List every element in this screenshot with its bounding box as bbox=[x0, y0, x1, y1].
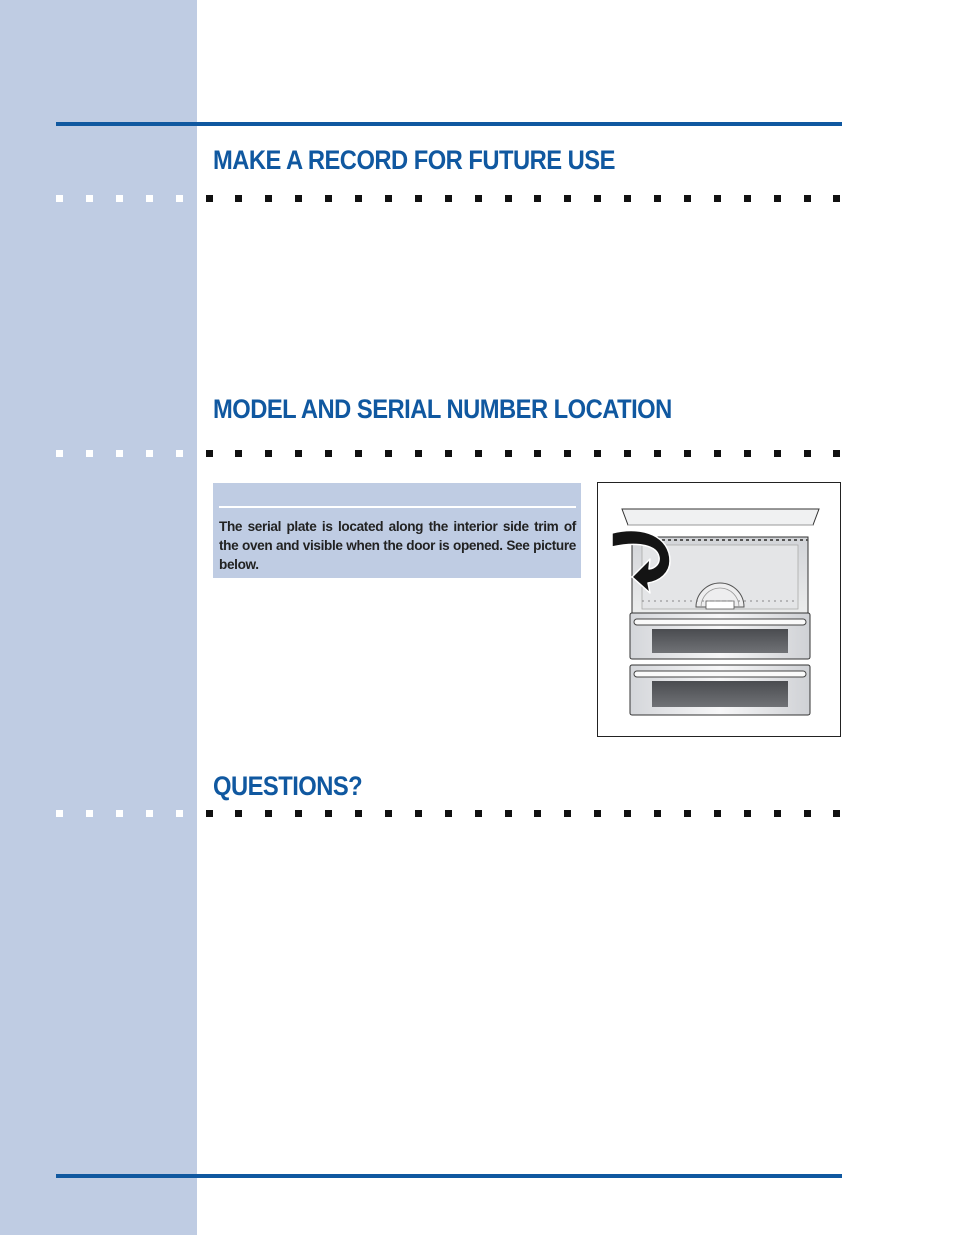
divider-dot bbox=[534, 450, 541, 457]
divider-dot bbox=[534, 810, 541, 817]
divider-dot bbox=[564, 810, 571, 817]
divider-dot bbox=[564, 450, 571, 457]
divider-dot bbox=[325, 195, 332, 202]
divider-dot bbox=[325, 450, 332, 457]
open-oven-with-arrow-illustration bbox=[598, 483, 840, 736]
divider-dot bbox=[86, 195, 93, 202]
divider-dot bbox=[475, 195, 482, 202]
dotted-divider bbox=[56, 450, 846, 458]
top-rule bbox=[56, 122, 842, 126]
divider-dot bbox=[684, 810, 691, 817]
divider-dot bbox=[624, 195, 631, 202]
divider-dot bbox=[774, 195, 781, 202]
divider-dot bbox=[206, 450, 213, 457]
sidebar-panel bbox=[0, 0, 197, 1235]
serial-plate-info-box bbox=[213, 483, 581, 578]
divider-dot bbox=[295, 195, 302, 202]
divider-dot bbox=[116, 450, 123, 457]
divider-dot bbox=[445, 810, 452, 817]
divider-dot bbox=[325, 810, 332, 817]
divider-dot bbox=[833, 195, 840, 202]
divider-dot bbox=[505, 450, 512, 457]
divider-dot bbox=[355, 450, 362, 457]
oven-illustration bbox=[597, 482, 841, 737]
dotted-divider bbox=[56, 195, 846, 203]
dotted-divider bbox=[56, 810, 846, 818]
divider-dot bbox=[505, 810, 512, 817]
divider-dot bbox=[684, 195, 691, 202]
divider-dot bbox=[774, 810, 781, 817]
divider-dot bbox=[265, 195, 272, 202]
divider-dot bbox=[385, 195, 392, 202]
divider-dot bbox=[176, 450, 183, 457]
divider-dot bbox=[176, 195, 183, 202]
divider-dot bbox=[116, 195, 123, 202]
divider-dot bbox=[415, 810, 422, 817]
divider-dot bbox=[744, 450, 751, 457]
divider-dot bbox=[594, 195, 601, 202]
divider-dot bbox=[235, 810, 242, 817]
divider-dot bbox=[146, 195, 153, 202]
divider-dot bbox=[624, 810, 631, 817]
divider-dot bbox=[56, 810, 63, 817]
divider-dot bbox=[146, 810, 153, 817]
info-box-rule bbox=[219, 506, 576, 508]
divider-dot bbox=[415, 195, 422, 202]
divider-dot bbox=[804, 810, 811, 817]
divider-dot bbox=[445, 195, 452, 202]
divider-dot bbox=[654, 810, 661, 817]
divider-dot bbox=[804, 195, 811, 202]
divider-dot bbox=[86, 810, 93, 817]
divider-dot bbox=[744, 810, 751, 817]
divider-dot bbox=[714, 810, 721, 817]
divider-dot bbox=[654, 195, 661, 202]
divider-dot bbox=[385, 810, 392, 817]
divider-dot bbox=[206, 195, 213, 202]
divider-dot bbox=[415, 450, 422, 457]
divider-dot bbox=[265, 450, 272, 457]
divider-dot bbox=[295, 450, 302, 457]
bottom-rule bbox=[56, 1174, 842, 1178]
divider-dot bbox=[833, 450, 840, 457]
divider-dot bbox=[206, 810, 213, 817]
divider-dot bbox=[804, 450, 811, 457]
divider-dot bbox=[235, 450, 242, 457]
divider-dot bbox=[534, 195, 541, 202]
divider-dot bbox=[594, 450, 601, 457]
divider-dot bbox=[505, 195, 512, 202]
divider-dot bbox=[684, 450, 691, 457]
divider-dot bbox=[564, 195, 571, 202]
divider-dot bbox=[594, 810, 601, 817]
divider-dot bbox=[86, 450, 93, 457]
divider-dot bbox=[714, 195, 721, 202]
section-title-location: MODEL AND SERIAL NUMBER LOCATION bbox=[213, 394, 672, 424]
section-title-questions: QUESTIONS? bbox=[213, 771, 363, 801]
divider-dot bbox=[774, 450, 781, 457]
divider-dot bbox=[385, 450, 392, 457]
divider-dot bbox=[265, 810, 272, 817]
divider-dot bbox=[116, 810, 123, 817]
divider-dot bbox=[295, 810, 302, 817]
divider-dot bbox=[56, 450, 63, 457]
serial-plate-info-text: The serial plate is located along the interior side trim of the oven and visible when the door is opened. See picture below. bbox=[219, 519, 576, 572]
divider-dot bbox=[445, 450, 452, 457]
divider-dot bbox=[475, 810, 482, 817]
divider-dot bbox=[744, 195, 751, 202]
divider-dot bbox=[654, 450, 661, 457]
divider-dot bbox=[235, 195, 242, 202]
divider-dot bbox=[355, 195, 362, 202]
divider-dot bbox=[714, 450, 721, 457]
divider-dot bbox=[624, 450, 631, 457]
divider-dot bbox=[176, 810, 183, 817]
divider-dot bbox=[56, 195, 63, 202]
divider-dot bbox=[146, 450, 153, 457]
divider-dot bbox=[355, 810, 362, 817]
divider-dot bbox=[475, 450, 482, 457]
section-title-record: MAKE A RECORD FOR FUTURE USE bbox=[213, 145, 615, 175]
divider-dot bbox=[833, 810, 840, 817]
